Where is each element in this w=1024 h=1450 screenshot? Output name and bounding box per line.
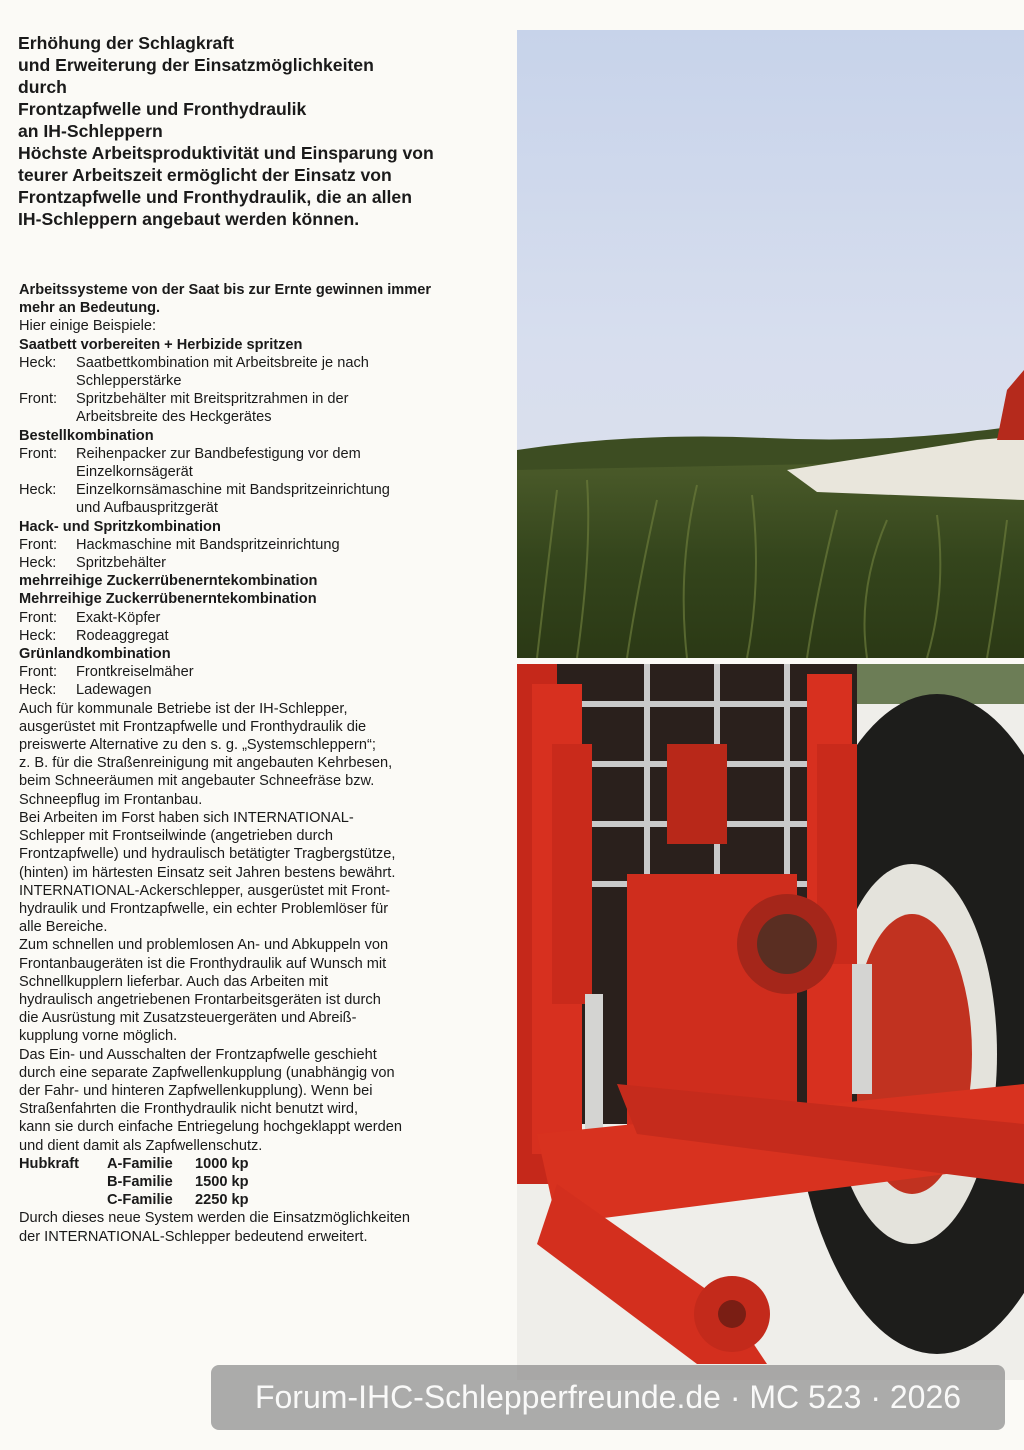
paragraph-line: INTERNATIONAL-Ackerschlepper, ausgerüstet mit Front- bbox=[19, 882, 391, 899]
combo-row bbox=[19, 354, 509, 372]
paragraph-line: (hinten) im härtesten Einsatz seit Jahren bestens bewährt. bbox=[19, 864, 396, 881]
combo-value: Spritzbehälter bbox=[76, 555, 167, 572]
combo-value: Einzelkornsämaschine mit Bandspritzeinrichtung bbox=[76, 482, 390, 499]
hubkraft-value: 2250 kp bbox=[195, 1192, 249, 1209]
paragraph-line: Schlepper mit Frontseilwinde (angetrieben durch bbox=[19, 828, 333, 845]
hubkraft-family: A-Familie bbox=[107, 1155, 173, 1172]
combo-value: Ladewagen bbox=[76, 682, 152, 699]
hubkraft-family: B-Familie bbox=[107, 1173, 173, 1190]
paragraph-line: durch eine separate Zapfwellenkupplung (unabhängig von bbox=[19, 1064, 395, 1081]
watermark-banner: Forum-IHC-Schlepperfreunde.de · MC 523 · 2026 bbox=[211, 1365, 1005, 1430]
combo-label: Front: bbox=[19, 536, 58, 553]
combo-value-cont: Arbeitsbreite des Heckgerätes bbox=[76, 409, 272, 426]
paragraph-line: z. B. für die Straßenreinigung mit angebauten Kehrbesen, bbox=[19, 755, 393, 772]
combo-value-cont: und Aufbauspritzgerät bbox=[76, 500, 218, 517]
combo-label: Heck: bbox=[19, 354, 57, 371]
combo-row bbox=[19, 481, 509, 499]
combo-title-gruen: Grünlandkombination bbox=[19, 646, 171, 663]
paragraph-line: die Ausrüstung mit Zusatzsteuergeräten und Abreiß- bbox=[19, 1010, 357, 1027]
combo-row bbox=[19, 681, 509, 699]
hubkraft-value: 1500 kp bbox=[195, 1173, 249, 1190]
combo-row bbox=[19, 609, 509, 627]
combo-value: Saatbettkombination mit Arbeitsbreite je nach bbox=[76, 354, 369, 371]
headline-line: Höchste Arbeitsproduktivität und Einsparung von bbox=[18, 143, 434, 163]
combo-label: Heck: bbox=[19, 555, 57, 572]
combo-label: Heck: bbox=[19, 627, 57, 644]
combo-value: Hackmaschine mit Bandspritzeinrichtung bbox=[76, 536, 340, 553]
combo-row bbox=[19, 554, 509, 572]
headline-line: IH-Schleppern angebaut werden können. bbox=[18, 209, 360, 229]
combo-value-cont: Schlepperstärke bbox=[76, 373, 182, 390]
paragraph-line: beim Schneeräumen mit angebauter Schneefräse bzw. bbox=[19, 773, 375, 790]
combo-label: Front: bbox=[19, 391, 58, 408]
combo-value: Exakt-Köpfer bbox=[76, 609, 161, 626]
paragraph-line: Zum schnellen und problemlosen An- und Abkuppeln von bbox=[19, 937, 389, 954]
combo-title-saatbett: Saatbett vorbereiten + Herbizide spritzen bbox=[19, 336, 303, 353]
intro-line: mehr an Bedeutung. bbox=[19, 300, 161, 317]
hubkraft-row bbox=[19, 1191, 509, 1209]
paragraph-line: kann sie durch einfache Entriegelung hochgeklappt werden bbox=[19, 1119, 402, 1136]
combo-value: Reihenpacker zur Bandbefestigung vor dem bbox=[76, 445, 361, 462]
headline bbox=[18, 32, 508, 230]
intro-line: Hier einige Beispiele: bbox=[19, 318, 157, 335]
combo-value: Frontkreiselmäher bbox=[76, 664, 194, 681]
combo-value: Rodeaggregat bbox=[76, 627, 169, 644]
combo-title-zucker: mehrreihige Zuckerrübenerntekombination bbox=[19, 573, 318, 590]
paragraph-line: hydraulik und Frontzapfwelle, ein echter Problemlöser für bbox=[19, 900, 389, 917]
hubkraft-row bbox=[19, 1173, 509, 1191]
headline-line: Frontzapfwelle und Fronthydraulik bbox=[18, 99, 307, 119]
paragraph-line: Frontanbaugeräten ist die Fronthydraulik auf Wunsch mit bbox=[19, 955, 387, 972]
combo-label: Front: bbox=[19, 609, 58, 626]
headline-line: an IH-Schleppern bbox=[18, 121, 163, 141]
hubkraft-value: 1000 kp bbox=[195, 1155, 249, 1172]
paragraph-line: Straßenfahrten die Fronthydraulik nicht benutzt wird, bbox=[19, 1101, 359, 1118]
combo-label: Front: bbox=[19, 664, 58, 681]
paragraph-line: preiswerte Alternative zu den s. g. „Systemschleppern“; bbox=[19, 737, 376, 754]
combo-row bbox=[19, 445, 509, 463]
paragraph-line: Das Ein- und Ausschalten der Frontzapfwelle geschieht bbox=[19, 1046, 377, 1063]
headline-line: Frontzapfwelle und Fronthydraulik, die an allen bbox=[18, 187, 412, 207]
paragraph-line: Bei Arbeiten im Forst haben sich INTERNATIONAL- bbox=[19, 809, 354, 826]
combo-row bbox=[19, 390, 509, 408]
paragraph-line: und dient damit als Zapfwellenschutz. bbox=[19, 1137, 263, 1154]
paragraph-line: Schnellkupplern lieferbar. Auch das Arbeiten mit bbox=[19, 973, 329, 990]
paragraph-line: Frontzapfwelle) und hydraulisch betätigter Tragbergstütze, bbox=[19, 846, 396, 863]
body-text bbox=[19, 281, 509, 1246]
hubkraft-row bbox=[19, 1155, 509, 1173]
field-photo bbox=[517, 30, 1024, 658]
paragraph-line: hydraulisch angetriebenen Frontarbeitsgeräten ist durch bbox=[19, 991, 381, 1008]
headline-line: Erhöhung der Schlagkraft bbox=[18, 33, 235, 53]
paragraph-line: alle Bereiche. bbox=[19, 919, 108, 936]
headline-line: durch bbox=[18, 77, 67, 97]
combo-label: Heck: bbox=[19, 682, 57, 699]
hubkraft-family: C-Familie bbox=[107, 1192, 173, 1209]
combo-row bbox=[19, 536, 509, 554]
front-hydraulics-photo bbox=[517, 664, 1024, 1380]
paragraph-line: Schneepflug im Frontanbau. bbox=[19, 791, 203, 808]
combo-row bbox=[19, 627, 509, 645]
combo-title-zucker: Mehrreihige Zuckerrübenerntekombination bbox=[19, 591, 317, 608]
paragraph-line: der Fahr- und hinteren Zapfwellenkupplung). Wenn bei bbox=[19, 1082, 373, 1099]
closing-line: Durch dieses neue System werden die Einsatzmöglichkeiten bbox=[19, 1210, 410, 1227]
combo-value: Spritzbehälter mit Breitspritzrahmen in der bbox=[76, 391, 349, 408]
paragraph-line: ausgerüstet mit Frontzapfwelle und Fronthydraulik die bbox=[19, 718, 367, 735]
combo-title-hack: Hack- und Spritzkombination bbox=[19, 518, 221, 535]
combo-label: Front: bbox=[19, 445, 58, 462]
intro-line: Arbeitssysteme von der Saat bis zur Ernte gewinnen immer bbox=[19, 282, 431, 298]
headline-line: und Erweiterung der Einsatzmöglichkeiten bbox=[18, 55, 374, 75]
combo-row bbox=[19, 663, 509, 681]
combo-value-cont: Einzelkornsägerät bbox=[76, 464, 193, 481]
headline-line: teurer Arbeitszeit ermöglicht der Einsatz von bbox=[18, 165, 392, 185]
combo-label: Heck: bbox=[19, 482, 57, 499]
paragraph-line: kupplung vorne möglich. bbox=[19, 1028, 178, 1045]
closing-line: der INTERNATIONAL-Schlepper bedeutend erweitert. bbox=[19, 1228, 368, 1245]
hubkraft-label: Hubkraft bbox=[19, 1155, 79, 1172]
paragraph-line: Auch für kommunale Betriebe ist der IH-Schlepper, bbox=[19, 700, 348, 717]
combo-title-bestell: Bestellkombination bbox=[19, 427, 154, 444]
